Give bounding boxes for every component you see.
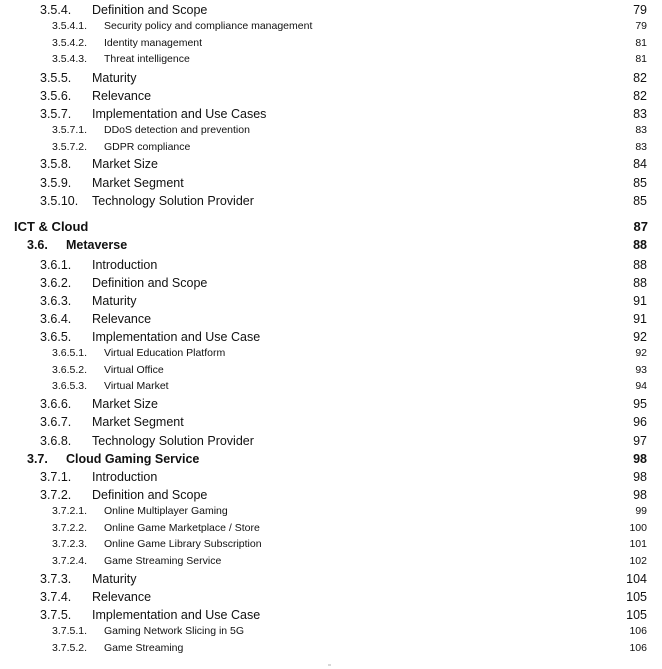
toc-entry-title: Definition and Scope <box>92 276 208 290</box>
toc-entry-number: 3.6.5.3. <box>52 380 88 392</box>
toc-entry-number: 3.6.7. <box>40 415 72 429</box>
toc-entry-title: Definition and Scope <box>92 488 208 502</box>
toc-entry-page-number: 99 <box>635 505 647 517</box>
toc-entry-title: Cloud Gaming Service <box>66 452 200 466</box>
toc-entry-page-number: 94 <box>635 380 647 392</box>
toc-entry-page-number: 92 <box>633 330 647 344</box>
toc-entry-title: Relevance <box>92 89 152 103</box>
toc-entry-page-number: 104 <box>626 572 647 586</box>
toc-entry-page-number: 92 <box>635 347 647 359</box>
toc-entry-number: 3.7.2.1. <box>52 505 88 517</box>
toc-entry-page-number: 83 <box>635 141 647 153</box>
toc-entry-page-number: 85 <box>633 176 647 190</box>
toc-entry-title: Technology Solution Provider <box>92 194 254 208</box>
toc-entry-title: Virtual Office <box>104 364 164 376</box>
toc-entry-page-number: 101 <box>629 538 647 550</box>
toc-entry-page-number: 91 <box>633 312 647 326</box>
toc-entry-number: 3.5.4.2. <box>52 37 88 49</box>
toc-entry-title: Security policy and compliance management <box>104 20 313 32</box>
toc-entry-page-number: 88 <box>633 276 647 290</box>
toc-entry-number: 3.5.5. <box>40 71 72 85</box>
toc-entry-page-number: 106 <box>629 642 647 654</box>
toc-entry-number: 3.6.5. <box>40 330 72 344</box>
scan-artifact <box>328 664 331 666</box>
toc-entry-title: Maturity <box>92 294 137 308</box>
toc-entry-page-number: 105 <box>626 608 647 622</box>
toc-entry-number: 3.7.5. <box>40 608 72 622</box>
toc-entry-title: Threat intelligence <box>104 53 190 65</box>
toc-entry-page-number: 82 <box>633 71 647 85</box>
toc-entry-page-number: 79 <box>633 3 647 17</box>
toc-entry-title: Market Size <box>92 397 158 411</box>
toc-entry-page-number: 79 <box>635 20 647 32</box>
toc-entry-title: DDoS detection and prevention <box>104 124 250 136</box>
toc-entry-page-number: 106 <box>629 625 647 637</box>
toc-entry-number: 3.7.3. <box>40 572 72 586</box>
toc-entry-number: 3.7.5.1. <box>52 625 88 637</box>
toc-entry-page-number: 84 <box>633 157 647 171</box>
toc-entry-page-number: 105 <box>626 590 647 604</box>
toc-entry-page-number: 95 <box>633 397 647 411</box>
toc-entry-number: 3.5.7.1. <box>52 124 88 136</box>
toc-entry-title: Online Multiplayer Gaming <box>104 505 228 517</box>
toc-entry-title: Online Game Library Subscription <box>104 538 262 550</box>
toc-entry-page-number: 96 <box>633 415 647 429</box>
toc-entry-page-number: 83 <box>633 107 647 121</box>
toc-entry-page-number: 91 <box>633 294 647 308</box>
toc-entry-number: 3.5.4. <box>40 3 72 17</box>
toc-entry-title: Technology Solution Provider <box>92 434 254 448</box>
toc-entry-number: 3.6.3. <box>40 294 72 308</box>
toc-entry-title: Definition and Scope <box>92 3 208 17</box>
toc-entry-number: 3.7.1. <box>40 470 72 484</box>
toc-entry-title: Relevance <box>92 312 152 326</box>
toc-entry-page-number: 85 <box>633 194 647 208</box>
toc-entry-page-number: 88 <box>633 258 647 272</box>
toc-entry-page-number: 98 <box>633 488 647 502</box>
toc-entry-number: 3.7.5.2. <box>52 642 88 654</box>
toc-entry-page-number: 81 <box>635 53 647 65</box>
toc-entry-title: Market Segment <box>92 415 184 429</box>
toc-entry-number: 3.6.5.2. <box>52 364 88 376</box>
toc-entry-title: Virtual Market <box>104 380 169 392</box>
toc-entry-number: 3.5.6. <box>40 89 72 103</box>
toc-entry-title: Virtual Education Platform <box>104 347 226 359</box>
toc-entry-page-number: 88 <box>633 238 647 252</box>
toc-entry-number: 3.7.2.3. <box>52 538 88 550</box>
toc-entry-title: Identity management <box>104 37 203 49</box>
toc-entry-number: 3.7.2.4. <box>52 555 88 567</box>
toc-entry-number: 3.5.7.2. <box>52 141 88 153</box>
toc-entry-number: 3.5.10. <box>40 194 79 208</box>
toc-entry-title: Online Game Marketplace / Store <box>104 522 260 534</box>
toc-entry-number: 3.7.4. <box>40 590 72 604</box>
toc-entry-title: Gaming Network Slicing in 5G <box>104 625 245 637</box>
toc-entry-number: 3.6.5.1. <box>52 347 88 359</box>
toc-entry-number: 3.5.8. <box>40 157 72 171</box>
toc-entry-number: 3.6.1. <box>40 258 72 272</box>
toc-entry-page-number: 100 <box>629 522 647 534</box>
toc-entry-title: Introduction <box>92 258 158 272</box>
toc-entry-title: Maturity <box>92 71 137 85</box>
toc-entry-number: 3.5.9. <box>40 176 72 190</box>
toc-entry-title: Market Segment <box>92 176 184 190</box>
toc-entry-number: 3.5.4.1. <box>52 20 88 32</box>
toc-entry-number: 3.6.8. <box>40 434 72 448</box>
toc-entry-title: Implementation and Use Cases <box>92 107 267 121</box>
toc-entry-title: Game Streaming Service <box>104 555 222 567</box>
toc-entry-number: 3.6.6. <box>40 397 72 411</box>
toc-entry-number: 3.5.7. <box>40 107 72 121</box>
toc-entry-title: GDPR compliance <box>104 141 191 153</box>
toc-entry-page-number: 93 <box>635 364 647 376</box>
toc-entry-number: 3.7. <box>27 452 48 466</box>
toc-entry-title: Market Size <box>92 157 158 171</box>
toc-entry-page-number: 102 <box>629 555 647 567</box>
toc-entry-page-number: 98 <box>633 470 647 484</box>
toc-entry-number: 3.7.2.2. <box>52 522 88 534</box>
toc-entry-number: 3.7.2. <box>40 488 72 502</box>
toc-entry-page-number: 87 <box>633 219 648 234</box>
toc-entry-title: Introduction <box>92 470 158 484</box>
toc-entry-title: Implementation and Use Case <box>92 330 261 344</box>
toc-entry-page-number: 82 <box>633 89 647 103</box>
toc-entry-title: Maturity <box>92 572 137 586</box>
toc-entry-number: 3.6.4. <box>40 312 72 326</box>
toc-entry-page-number: 98 <box>633 452 647 466</box>
toc-entry-page-number: 81 <box>635 37 647 49</box>
toc-entry-title: Metaverse <box>66 238 128 252</box>
toc-entry-number: 3.6. <box>27 238 48 252</box>
toc-entry-page-number: 83 <box>635 124 647 136</box>
toc-entry-title: Game Streaming <box>104 642 184 654</box>
toc-entry-page-number: 97 <box>633 434 647 448</box>
toc-entry-title: Implementation and Use Case <box>92 608 261 622</box>
toc-entry-title: ICT & Cloud <box>14 219 89 234</box>
toc-entry-number: 3.5.4.3. <box>52 53 88 65</box>
toc-entry-title: Relevance <box>92 590 152 604</box>
toc-entry-number: 3.6.2. <box>40 276 72 290</box>
